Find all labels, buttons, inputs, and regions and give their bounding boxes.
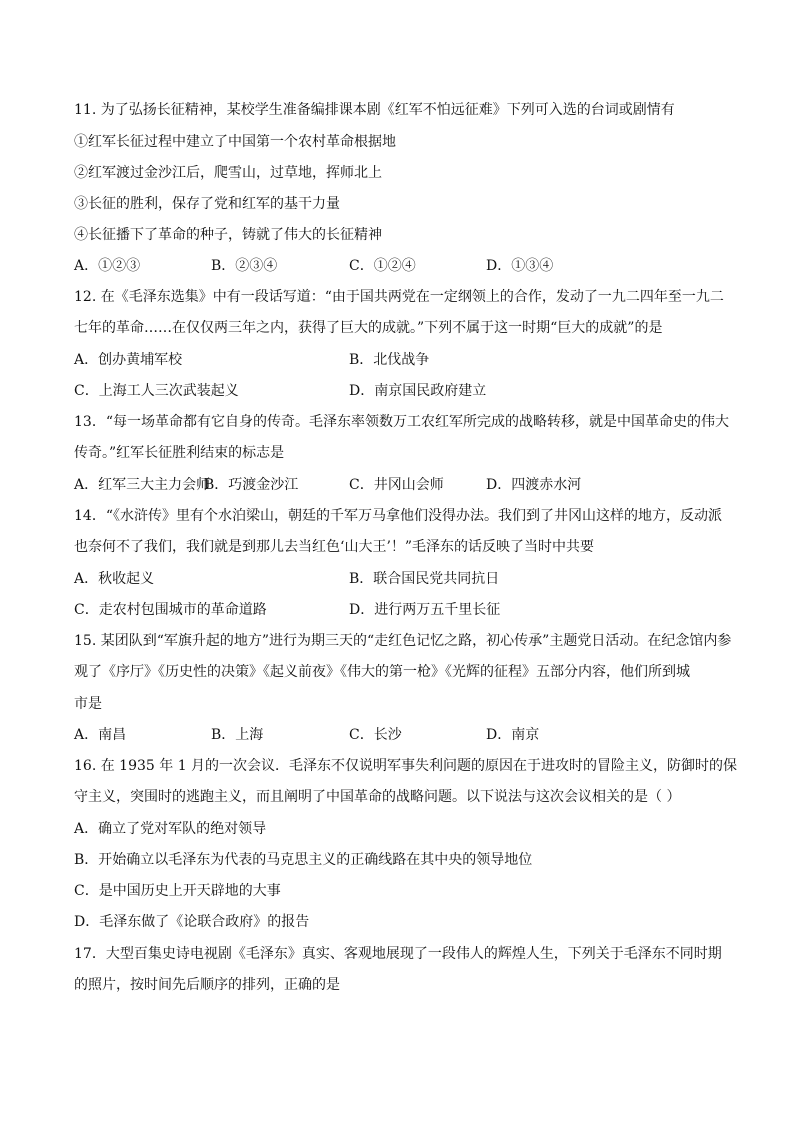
q11-item-3: ③长征的胜利，保存了党和红军的基干力量 <box>74 196 340 212</box>
q16-stem-line-2: 守主义，突围时的逃跑主义，而且阐明了中国革命的战略问题。以下说法与这次会议相关的是（ ） <box>74 789 681 805</box>
q12-option-b: B．北伐战争 <box>349 352 430 368</box>
q12-option-d: D．南京国民政府建立 <box>349 383 487 399</box>
q13-option-d: D．四渡赤水河 <box>486 477 582 493</box>
q15-stem-line-2: 观了《序厅》《历史性的决策》《起义前夜》《伟大的第一枪》《光辉的征程》五部分内容，他们所到城 <box>74 664 690 680</box>
q11-option-a: A．①②③ <box>74 258 141 274</box>
q11-option-c: C．①②④ <box>349 258 416 274</box>
q13-option-b: B．巧渡金沙江 <box>204 477 299 493</box>
q14-option-c: C．走农村包围城市的革命道路 <box>74 602 267 618</box>
q15-stem-line-1: 15. 某团队到“军旗升起的地方”进行为期三天的“走红色记忆之路，初心传承”主题党日活动。在纪念馆内参 <box>74 633 732 649</box>
q15-option-d: D．南京 <box>486 727 540 743</box>
q11-option-b: B．②③④ <box>211 258 278 274</box>
q17-stem-line-2: 的照片，按时间先后顺序的排列，正确的是 <box>74 977 340 993</box>
q15-option-a: A．南昌 <box>74 727 127 743</box>
q15-stem-line-3: 市是 <box>74 696 102 712</box>
q13-stem-line-1: 13．“每一场革命都有它自身的传奇。毛泽东率领数万工农红军所完成的战略转移，就是中国革命史的伟大 <box>74 414 729 430</box>
q14-option-a: A．秋收起义 <box>74 571 155 587</box>
q14-stem-line-1: 14．“《水浒传》里有个水泊梁山，朝廷的千军万马拿他们没得办法。我们到了井冈山这样的地方，反动派 <box>74 508 722 524</box>
q11-item-1: ①红军长征过程中建立了中国第一个农村革命根据地 <box>74 134 396 150</box>
q11-option-d: D．①③④ <box>486 258 554 274</box>
q16-stem-line-1: 16. 在 1935 年 1 月的一次会议．毛泽东不仅说明军事失利问题的原因在于进攻时的冒险主义，防御时的保 <box>74 758 738 774</box>
q12-stem-line-1: 12. 在《毛泽东选集》中有一段话写道：“由于国共两党在一定纲领上的合作，发动了一九二四年至一九二 <box>74 289 724 305</box>
q16-option-b: B．开始确立以毛泽东为代表的马克思主义的正确线路在其中央的领导地位 <box>74 852 533 868</box>
q11-stem: 11. 为了弘扬长征精神，某校学生准备编排课本剧《红军不怕远征难》下列可入选的台词或剧情有 <box>74 102 675 118</box>
q14-stem-line-2: 也奈何不了我们，我们就是到那儿去当红色‘山大王’！”毛泽东的话反映了当时中共要 <box>74 539 595 555</box>
q15-option-c: C．长沙 <box>349 727 402 743</box>
q13-stem-line-2: 传奇。”红军长征胜利结束的标志是 <box>74 445 285 461</box>
q14-option-b: B．联合国民党共同抗日 <box>349 571 500 587</box>
q16-option-d: D．毛泽东做了《论联合政府》的报告 <box>74 914 310 930</box>
q11-item-2: ②红军渡过金沙江后，爬雪山，过草地，挥师北上 <box>74 165 382 181</box>
q11-item-4: ④长征播下了革命的种子，铸就了伟大的长征精神 <box>74 227 382 243</box>
q16-option-a: A．确立了党对军队的绝对领导 <box>74 821 267 837</box>
q16-option-c: C．是中国历史上开天辟地的大事 <box>74 883 281 899</box>
q13-option-c: C．井冈山会师 <box>349 477 444 493</box>
q12-option-a: A．创办黄埔军校 <box>74 352 183 368</box>
q17-stem-line-1: 17．大型百集史诗电视剧《毛泽东》真实、客观地展现了一段伟人的辉煌人生，下列关于毛泽东不同时期 <box>74 946 722 962</box>
q12-option-c: C．上海工人三次武装起义 <box>74 383 239 399</box>
q12-stem-line-2: 七年的革命……在仅仅两三年之内，获得了巨大的成就。”下列不属于这一时期“巨大的成就”的是 <box>74 320 663 336</box>
q13-option-a: A．红军三大主力会师 <box>74 477 211 493</box>
q14-option-d: D．进行两万五千里长征 <box>349 602 501 618</box>
q15-option-b: B．上海 <box>211 727 264 743</box>
